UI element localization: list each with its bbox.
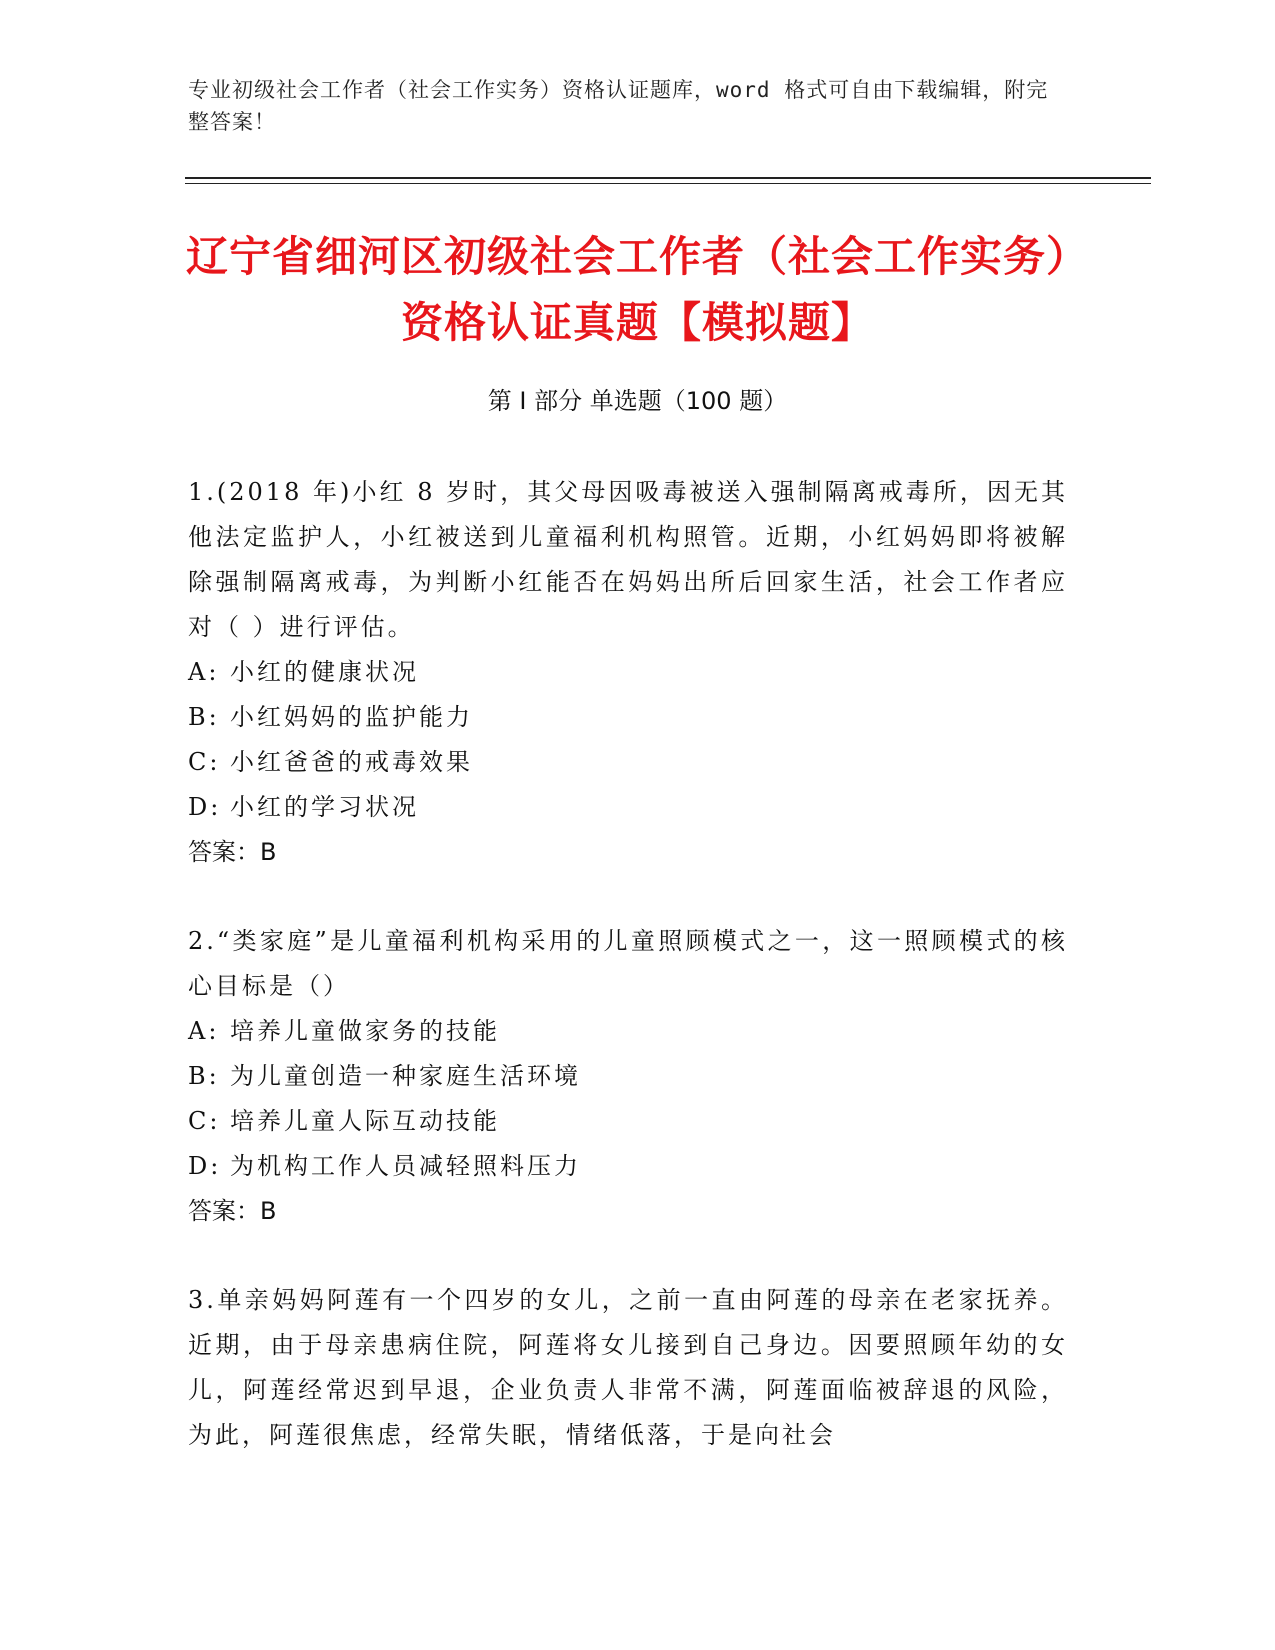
option-key: C: xyxy=(188,1107,221,1135)
question-answer: 答案：B xyxy=(188,838,277,866)
option-text: 小红妈妈的监护能力 xyxy=(230,703,473,731)
option-key: A: xyxy=(188,658,220,686)
option-text: 小红的健康状况 xyxy=(230,658,419,686)
document-title: 辽宁省细河区初级社会工作者（社会工作实务）资格认证真题【模拟题】 xyxy=(185,232,1089,347)
option-key: B: xyxy=(188,1062,220,1090)
option-text: 小红爸爸的戒毒效果 xyxy=(230,748,473,776)
option-a xyxy=(188,650,1068,695)
option-text: 小红的学习状况 xyxy=(230,793,419,821)
option-d xyxy=(188,785,1068,830)
option-key: C: xyxy=(188,748,221,776)
header-divider-thin xyxy=(185,183,1151,184)
section-heading: 第 I 部分 单选题（100 题） xyxy=(487,387,788,415)
option-key: B: xyxy=(188,703,220,731)
question-1 xyxy=(188,470,1068,875)
option-text: 培养儿童人际互动技能 xyxy=(230,1107,500,1135)
option-key: D: xyxy=(188,793,222,821)
option-key: D: xyxy=(188,1152,222,1180)
option-d xyxy=(188,1144,1068,1189)
header-divider-thick xyxy=(185,177,1151,179)
question-stem: 3.单亲妈妈阿莲有一个四岁的女儿，之前一直由阿莲的母亲在老家抚养。近期，由于母亲患病住院，阿莲将女儿接到自己身边。因要照顾年幼的女儿，阿莲经常迟到早退，企业负责人非常不满，阿莲面临被辞退的风险，为此，阿莲很焦虑，经常失眠，情绪低落，于是向社会 xyxy=(188,1286,1068,1449)
option-b xyxy=(188,695,1068,740)
option-a xyxy=(188,1009,1068,1054)
option-c xyxy=(188,740,1068,785)
option-text: 培养儿童做家务的技能 xyxy=(230,1017,500,1045)
question-2 xyxy=(188,919,1068,1234)
question-stem: 2.“类家庭”是儿童福利机构采用的儿童照顾模式之一，这一照顾模式的核心目标是（） xyxy=(188,927,1068,1000)
header-note: 专业初级社会工作者（社会工作实务）资格认证题库，word 格式可自由下载编辑，附完整答案！ xyxy=(188,78,1049,134)
option-c xyxy=(188,1099,1068,1144)
question-3 xyxy=(188,1278,1068,1458)
option-key: A: xyxy=(188,1017,220,1045)
question-list xyxy=(188,470,1068,1502)
option-text: 为儿童创造一种家庭生活环境 xyxy=(230,1062,581,1090)
option-b xyxy=(188,1054,1068,1099)
option-text: 为机构工作人员减轻照料压力 xyxy=(230,1152,581,1180)
question-stem: 1.(2018 年)小红 8 岁时，其父母因吸毒被送入强制隔离戒毒所，因无其他法定监护人，小红被送到儿童福利机构照管。近期，小红妈妈即将被解除强制隔离戒毒，为判断小红能否在妈妈出所后回家生活，社会工作者应对（ ）进行评估。 xyxy=(188,478,1068,641)
question-answer: 答案：B xyxy=(188,1197,277,1225)
